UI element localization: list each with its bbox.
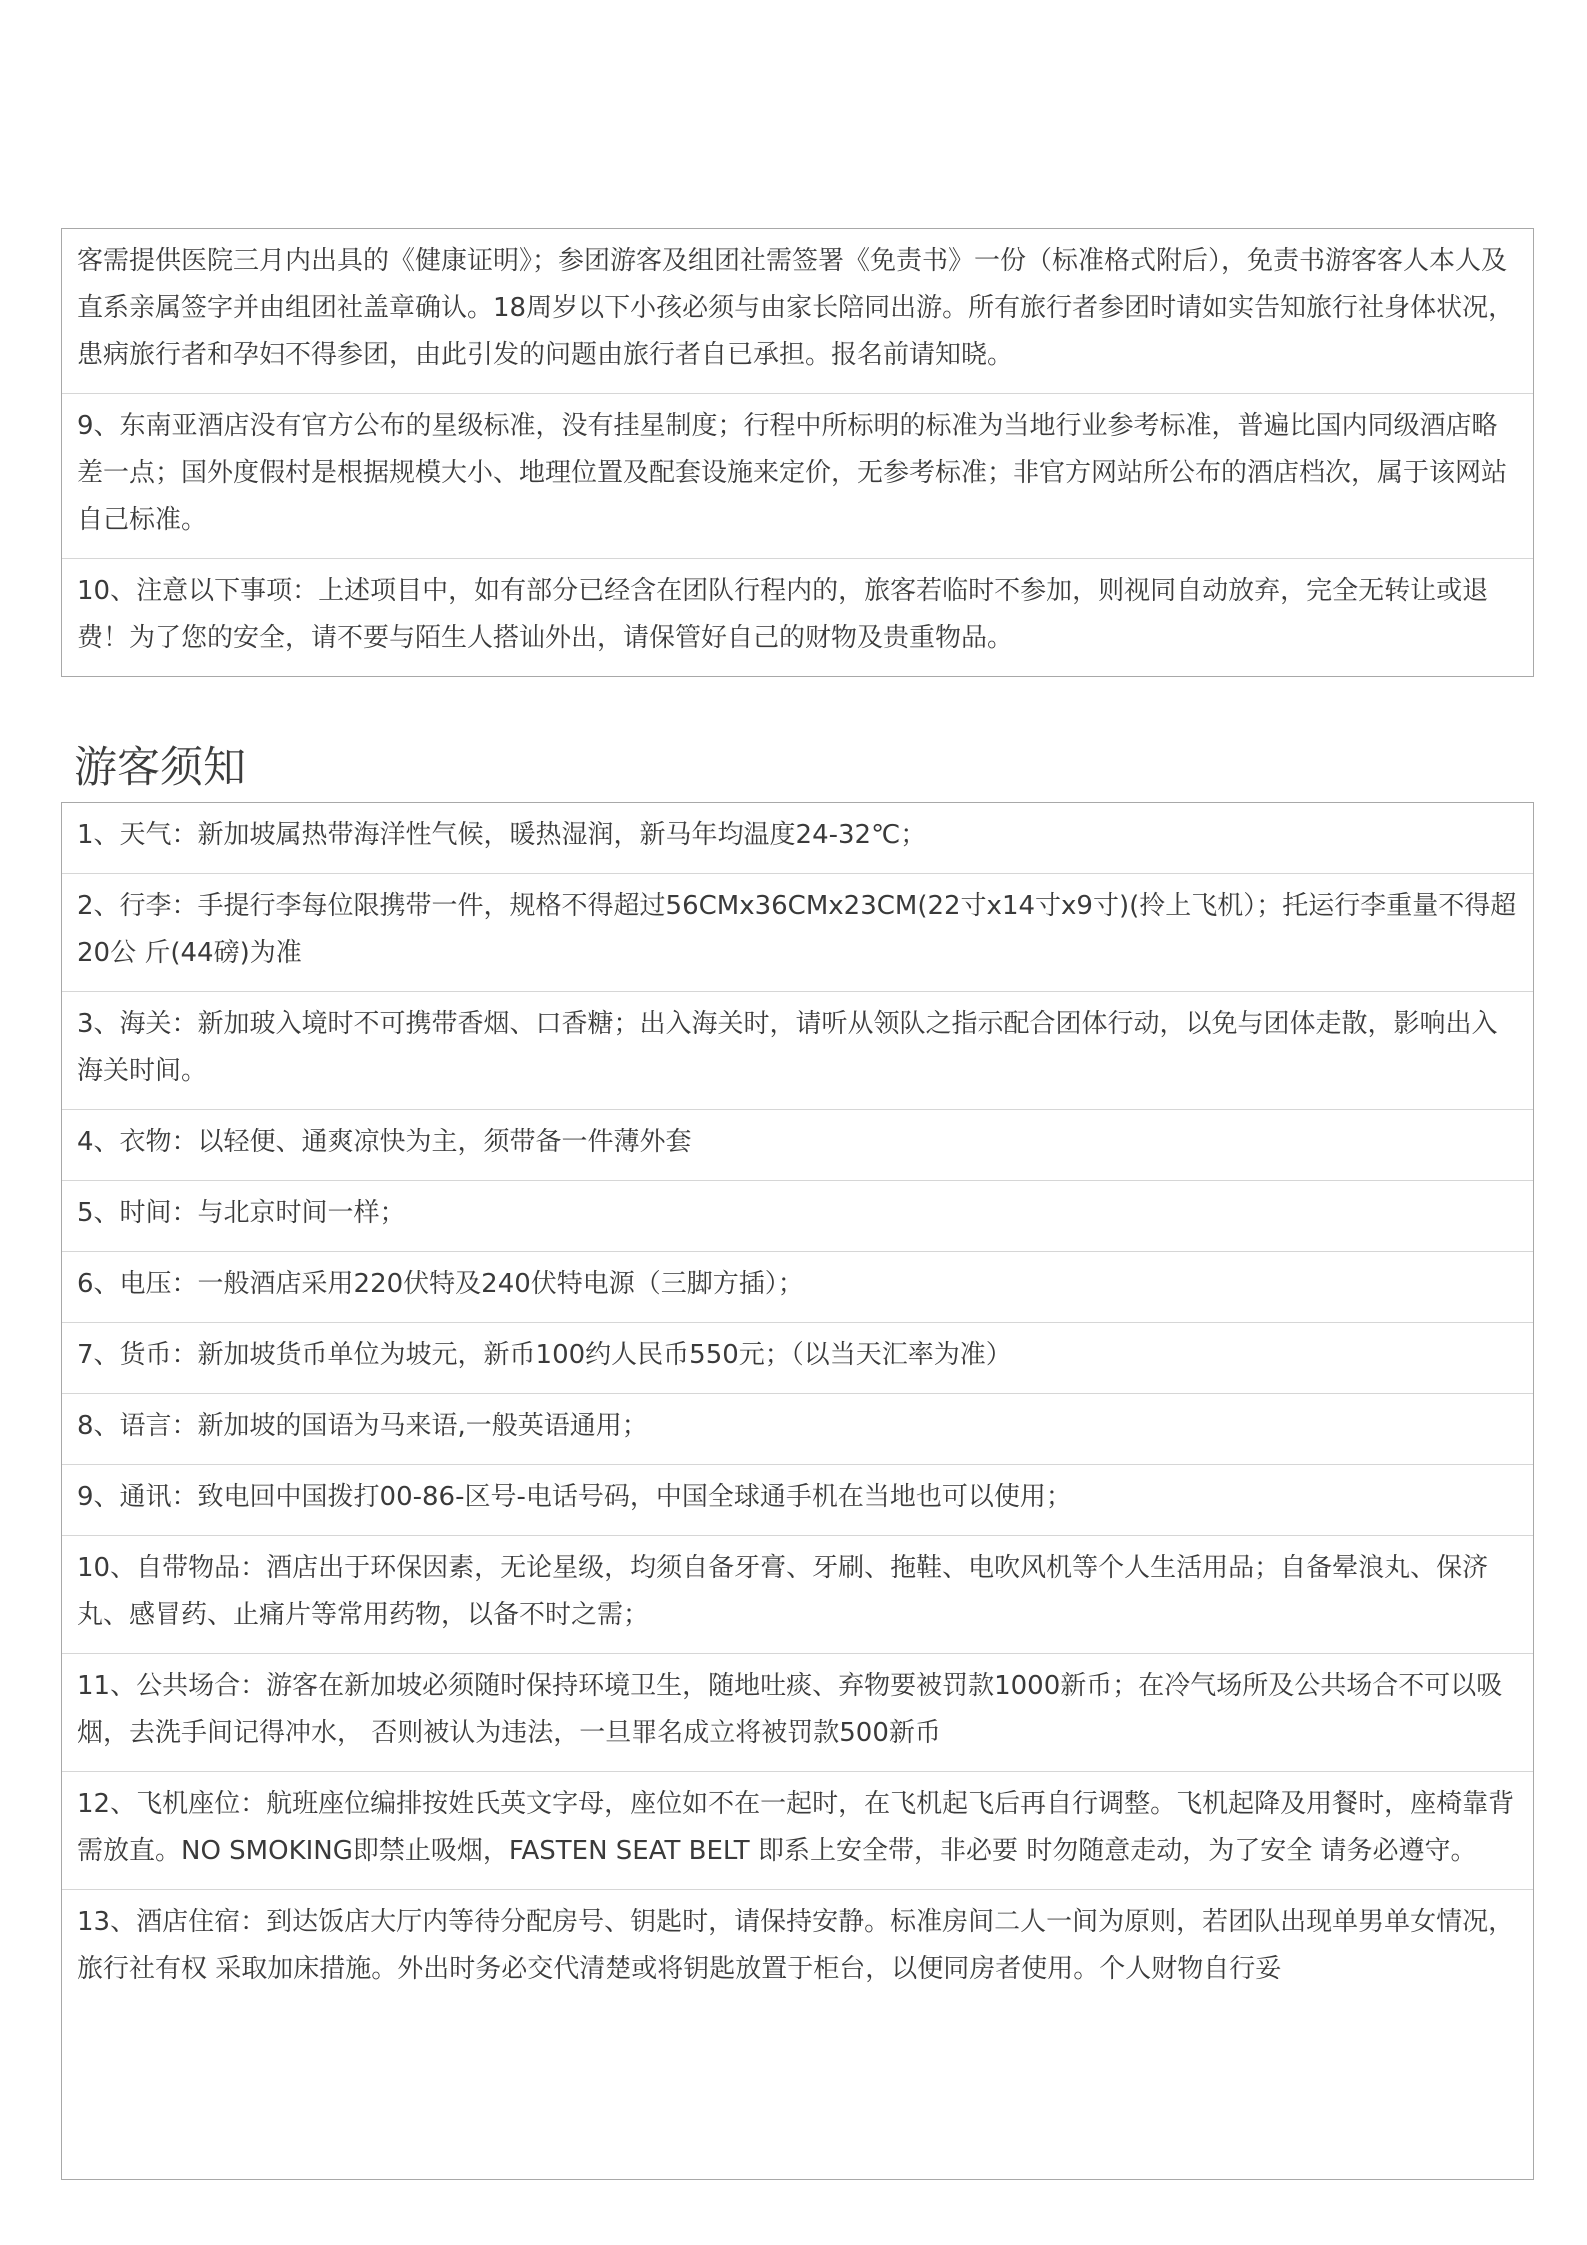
- tip-row: 6、电压：一般酒店采用220伏特及240伏特电源（三脚方插）；: [62, 1252, 1533, 1323]
- tip-row: 11、公共场合：游客在新加坡必须随时保持环境卫生，随地吐痰、弃物要被罚款1000新币；在冷气场所及公共场合不可以吸烟，去洗手间记得冲水， 否则被认为违法，一旦罪名成立将被罚款500新币: [62, 1654, 1533, 1772]
- note-row: 10、注意以下事项：上述项目中，如有部分已经含在团队行程内的，旅客若临时不参加，则视同自动放弃，完全无转让或退费！为了您的安全，请不要与陌生人搭讪外出，请保管好自己的财物及贵重物品。: [77, 576, 1489, 653]
- tip-row: 1、天气：新加坡属热带海洋性气候，暖热湿润，新马年均温度24-32℃；: [62, 803, 1533, 874]
- note-row: 客需提供医院三月内出具的《健康证明》；参团游客及组团社需签署《免责书》一份（标准格式附后），免责书游客客人本人及直系亲属签字并由组团社盖章确认。18周岁以下小孩必须与由家长陪同出游。所有旅行者参团时请如实告知旅行社身体状况，患病旅行者和孕妇不得参团，由此引发的问题由旅行者自已承担。报名前请知晓。: [62, 229, 1533, 394]
- tip-row: 12、飞机座位：航班座位编排按姓氏英文字母，座位如不在一起时，在飞机起飞后再自行调整。飞机起降及用餐时，座椅靠背需放直。NO SMOKING即禁止吸烟，FASTEN SEAT BELT 即系上安全带，非必要 时勿随意走动，为了安全 请务必遵守。: [62, 1772, 1533, 1890]
- tip-row: 7、货币：新加坡货币单位为坡元，新币100约人民币550元；（以当天汇率为准）: [62, 1323, 1533, 1394]
- tip-row: 9、通讯：致电回中国拨打00-86-区号-电话号码，中国全球通手机在当地也可以使用；: [62, 1465, 1533, 1536]
- section-heading: 游客须知: [74, 743, 246, 793]
- tip-row: 5、时间：与北京时间一样；: [62, 1181, 1533, 1252]
- tips-panel: [61, 802, 1534, 2180]
- tip-row: 8、语言：新加坡的国语为马来语,一般英语通用；: [62, 1394, 1533, 1465]
- tip-row: 2、行李：手提行李每位限携带一件，规格不得超过56CMx36CMx23CM(22寸x14寸x9寸)(拎上飞机）；托运行李重量不得超20公 斤(44磅)为准: [62, 874, 1533, 992]
- note-row: 9、东南亚酒店没有官方公布的星级标准，没有挂星制度；行程中所标明的标准为当地行业参考标准，普遍比国内同级酒店略差一点；国外度假村是根据规模大小、地理位置及配套设施来定价，无参考标准；非官方网站所公布的酒店档次，属于该网站自己标准。: [62, 394, 1533, 559]
- notes-panel: [61, 228, 1534, 677]
- tip-row: 10、自带物品：酒店出于环保因素，无论星级，均须自备牙膏、牙刷、拖鞋、电吹风机等个人生活用品；自备晕浪丸、保济丸、感冒药、止痛片等常用药物，以备不时之需；: [62, 1536, 1533, 1654]
- tip-row: 4、衣物：以轻便、通爽凉快为主，须带备一件薄外套: [62, 1110, 1533, 1181]
- tip-row: 3、海关：新加玻入境时不可携带香烟、口香糖；出入海关时，请听从领队之指示配合团体行动，以免与团体走散，影响出入海关时间。: [62, 992, 1533, 1110]
- tip-row: 13、酒店住宿：到达饭店大厅内等待分配房号、钥匙时，请保持安静。标准房间二人一间为原则，若团队出现单男单女情况，旅行社有权 采取加床措施。外出时务必交代清楚或将钥匙放置于柜台，以便同房者使用。个人财物自行妥: [77, 1907, 1515, 1984]
